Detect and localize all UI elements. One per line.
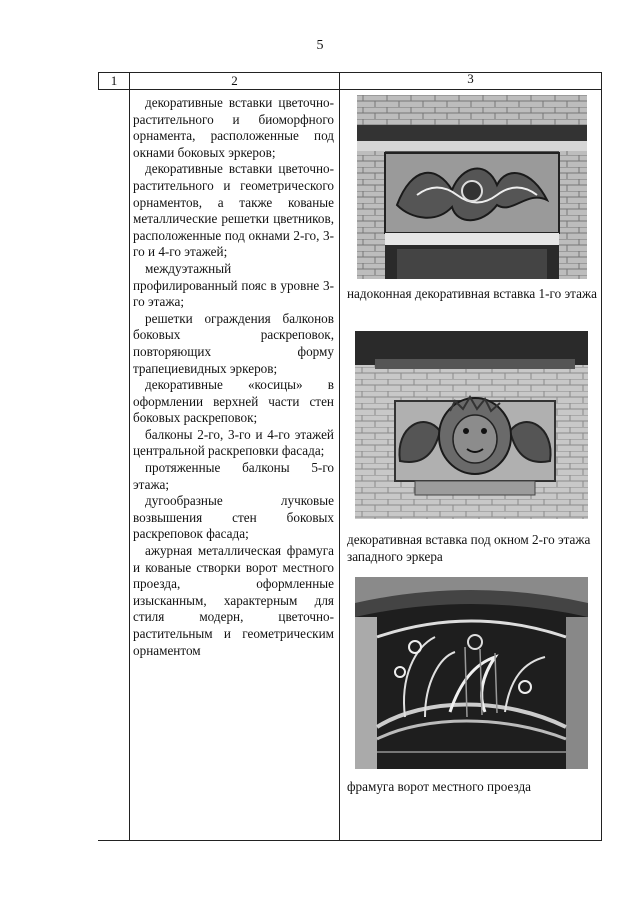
list-item: декоративные вставки цветочно-растительного и геометрического орнаментов, а также кованые металлические решетки цветников, расположенные под окнами 2-го, 3-го и 4-го этажей; bbox=[133, 161, 334, 260]
list-item: протяженные балконы 5-го этажа; bbox=[133, 460, 334, 492]
list-item: междуэтажный профилированный пояс в уровне 3-го этажа; bbox=[133, 260, 334, 310]
table-col-divider-1 bbox=[129, 72, 130, 840]
list-item: ажурная металлическая фрамуга и кованые створки ворот местного проезда, оформленные изысканным, характерным для стиля модерн, цветочно-растительным и геометрическим орнаментом bbox=[133, 543, 334, 658]
element-list bbox=[133, 95, 334, 659]
header-col-1: 1 bbox=[110, 73, 118, 88]
table-right-border bbox=[601, 72, 602, 840]
caption-photo-3: фрамуга ворот местного проезда bbox=[347, 779, 532, 794]
table-col-divider-2 bbox=[339, 72, 340, 840]
list-item: дугообразные лучковые возвышения стен боковых раскреповок фасада; bbox=[133, 493, 334, 542]
list-item: решетки ограждения балконов боковых раскреповок, повторяющих форму трапециевидных эркеров; bbox=[133, 310, 334, 376]
caption-photo-1: надоконная декоративная вставка 1-го этажа bbox=[347, 286, 597, 301]
photo-lion-insert bbox=[355, 331, 588, 519]
list-item: декоративные вставки цветочно-растительного и биоморфного орнамента, расположенные под окнами боковых эркеров; bbox=[133, 95, 334, 160]
photo-window-insert bbox=[357, 95, 587, 279]
photo-gate-transom bbox=[355, 577, 588, 769]
list-item: декоративные «косицы» в оформлении верхней части стен боковых раскреповок; bbox=[133, 377, 334, 426]
list-item: балконы 2-го, 3-го и 4-го этажей центральной раскреповки фасада; bbox=[133, 426, 334, 459]
table-header-border bbox=[98, 89, 602, 90]
header-col-2: 2 bbox=[231, 73, 238, 88]
caption-photo-2: декоративная вставка под окном 2-го этажа западного эркера bbox=[347, 532, 591, 564]
page-number: 5 bbox=[316, 38, 324, 53]
header-col-3: 3 bbox=[467, 71, 474, 86]
table-bottom-border bbox=[98, 840, 602, 841]
